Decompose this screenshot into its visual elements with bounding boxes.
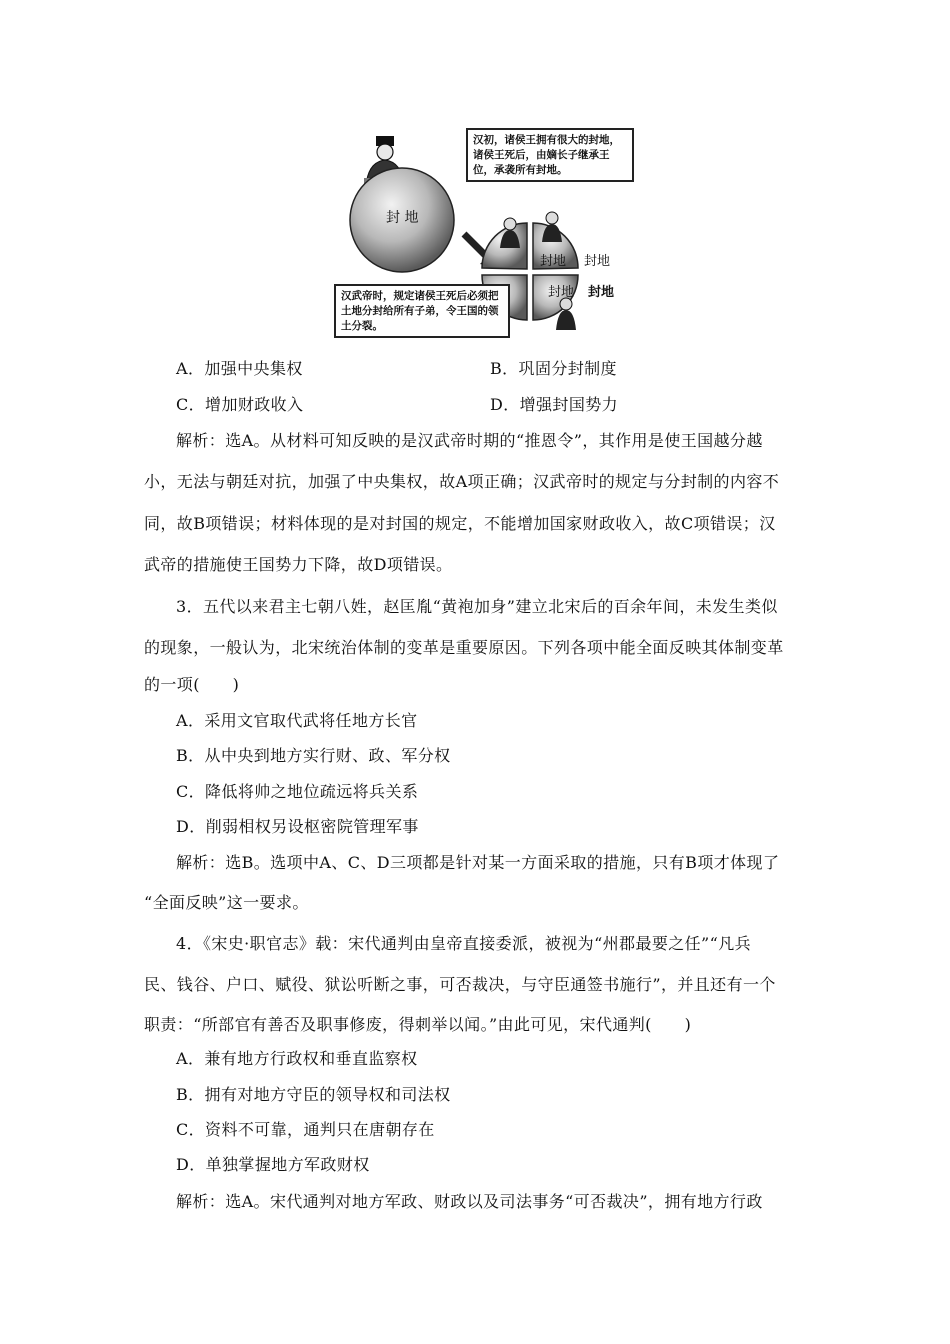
fief-label-1: 封地 (540, 254, 567, 269)
q3-option-a: A．采用文官取代武将任地方长官 (176, 711, 418, 730)
q2-analysis-line: 武帝的措施使王国势力下降，故D项错误。 (144, 555, 453, 574)
q2-option-c: C．增加财政收入 (176, 395, 304, 414)
fief-label-4: 封地 (588, 285, 615, 300)
q4-stem-line: 4．《宋史·职官志》载：宋代通判由皇帝直接委派，被视为“州郡最要之任”“凡兵 (176, 934, 752, 953)
q2-analysis-line: 小，无法与朝廷对抗，加强了中央集权，故A项正确；汉武帝时的规定与分封制的内容不 (144, 472, 780, 491)
q3-option-c: C．降低将帅之地位疏远将兵关系 (176, 782, 419, 801)
q4-analysis-line: 解析：选A。宋代通判对地方军政、财政以及司法事务“可否裁决”，拥有地方行政 (176, 1192, 763, 1211)
q4-option-d: D．单独掌握地方军政财权 (176, 1155, 370, 1174)
q3-analysis-line: 解析：选B。选项中A、C、D三项都是针对某一方面采取的措施，只有B项才体现了 (176, 853, 780, 872)
fief-label-2: 封地 (584, 254, 611, 269)
big-fief-label: 封 地 (386, 210, 419, 226)
q4-option-b: B．拥有对地方守臣的领导权和司法权 (176, 1085, 451, 1104)
fief-label-3: 封地 (548, 285, 575, 300)
q4-option-c: C．资料不可靠，通判只在唐朝存在 (176, 1120, 435, 1139)
q4-stem-line: 职责：“所部官有善否及职事修废，得刺举以闻。”由此可见，宋代通判( ) (144, 1015, 692, 1034)
q3-analysis-line: “全面反映”这一要求。 (144, 893, 309, 912)
q2-analysis-line: 同，故B项错误；材料体现的是对封国的规定，不能增加国家财政收入，故C项错误；汉 (144, 514, 776, 533)
historical-illustration (334, 128, 634, 340)
q4-option-a: A．兼有地方行政权和垂直监察权 (176, 1049, 418, 1068)
q3-stem-line: 的一项( ) (144, 675, 240, 694)
q3-stem-line: 的现象，一般认为，北宋统治体制的变革是重要原因。下列各项中能全面反映其体制变革 (144, 638, 784, 657)
q4-stem-line: 民、钱谷、户口、赋役、狱讼听断之事，可否裁决，与守臣通签书施行”，并且还有一个 (144, 975, 776, 994)
caption-han-early: 汉初，诸侯王拥有很大的封地，诸侯王死后，由嫡长子继承王位，承袭所有封地。 (466, 128, 634, 182)
caption-han-wudi: 汉武帝时，规定诸侯王死后必须把土地分封给所有子弟，令王国的领土分裂。 (334, 284, 510, 338)
q2-option-b: B．巩固分封制度 (490, 359, 617, 378)
q2-option-d: D．增强封国势力 (490, 395, 619, 414)
q3-stem-line: 3．五代以来君主七朝八姓，赵匡胤“黄袍加身”建立北宋后的百余年间，未发生类似 (176, 597, 778, 616)
q2-analysis-line: 解析：选A。从材料可知反映的是汉武帝时期的“推恩令”，其作用是使王国越分越 (176, 431, 763, 450)
q3-option-b: B．从中央到地方实行财、政、军分权 (176, 746, 451, 765)
q2-option-a: A．加强中央集权 (176, 359, 303, 378)
q3-option-d: D．削弱相权另设枢密院管理军事 (176, 817, 419, 836)
